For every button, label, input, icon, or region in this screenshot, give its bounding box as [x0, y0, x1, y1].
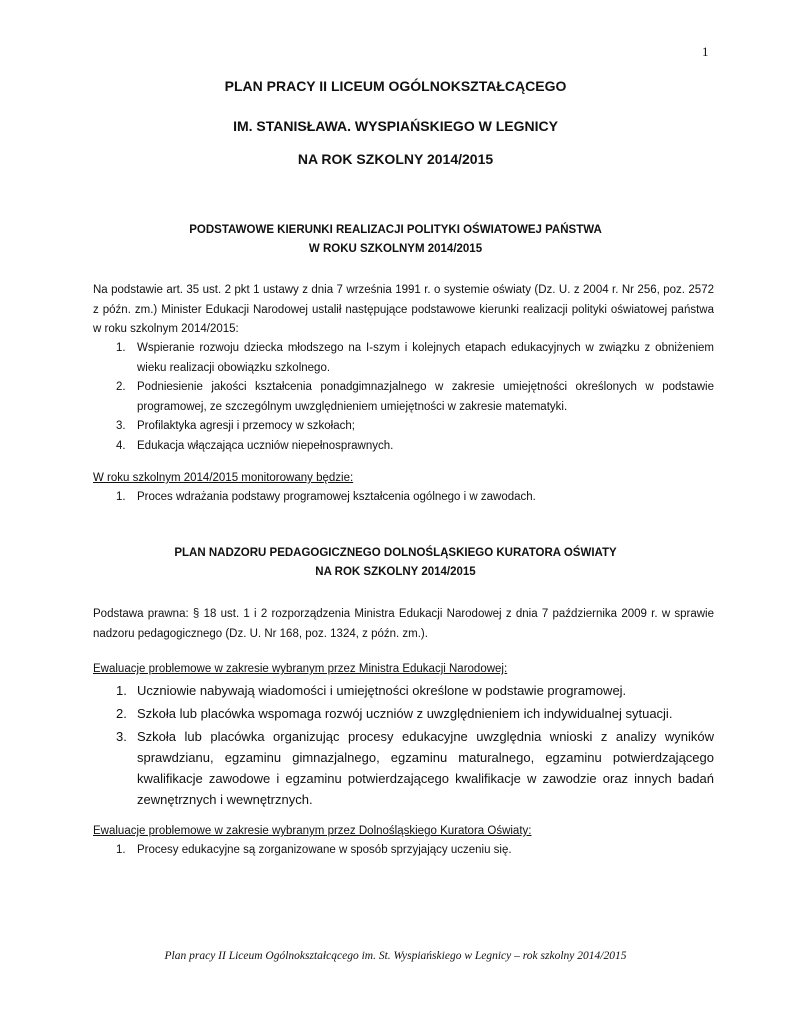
- list-item: 1. Uczniowie nabywają wiadomości i umiejętności określone w podstawie programowej.: [116, 683, 627, 698]
- page-footer: Plan pracy II Liceum Ogólnokształcącego im. St. Wyspiańskiego w Legnicy – rok szkolny 2014/2015: [164, 950, 627, 962]
- monitored-list: [93, 488, 714, 508]
- minister-evaluations-heading: Ewaluacje problemowe w zakresie wybranym przez Ministra Edukacji Narodowej:: [93, 663, 508, 675]
- section1-intro: Na podstawie art. 35 ust. 2 pkt 1 ustawy z dnia 7 września 1991 r. o systemie oświaty (Dz. U. z 2004 r. Nr 256, poz. 2572 z późn. zm.) Minister Edukacji Narodowej ustalił następujące podstawowe kierunki realizacji polityki oświatowej państwa w roku szkolnym 2014/2015:: [93, 284, 714, 335]
- curator-evaluations-list: [93, 841, 714, 861]
- list-item: 2. Podniesienie jakości kształcenia ponadgimnazjalnego w zakresie umiejętności określonych w podstawie programowej, ze szczególnym uwzględnieniem umiejętności w zakresie matematyki.: [116, 381, 714, 413]
- list-item: 2. Szkoła lub placówka wspomaga rozwój uczniów z uwzględnieniem ich indywidualnej sytuacji.: [116, 706, 673, 721]
- list-item: 4. Edukacja włączająca uczniów niepełnosprawnych.: [116, 439, 394, 452]
- section2-heading-line1: PLAN NADZORU PEDAGOGICZNEGO DOLNOŚLĄSKIEGO KURATORA OŚWIATY: [174, 547, 617, 559]
- section1-heading: [0, 221, 791, 259]
- section2-heading-line2: NA ROK SZKOLNY 2014/2015: [315, 566, 476, 578]
- document-title-line3: NA ROK SZKOLNY 2014/2015: [297, 151, 494, 167]
- minister-evaluations-list: [93, 680, 714, 812]
- section2-heading: [0, 544, 791, 582]
- document-title-line1: PLAN PRACY II LICEUM OGÓLNOKSZTAŁCĄCEGO: [224, 78, 567, 94]
- list-item: 1. Proces wdrażania podstawy programowej kształcenia ogólnego i w zawodach.: [116, 491, 536, 503]
- policy-directions-list: [93, 339, 714, 456]
- page-number: 1: [702, 44, 709, 59]
- list-item: 3. Szkoła lub placówka organizując procesy edukacyjne uwzględnia wnioski z analizy wyników sprawdzianu, egzaminu gimnazjalnego, egzaminu maturalnego, egzaminu potwierdzającego kwalifikacje zawodowe i egzaminu potwierdzającego kwalifikacje w zawodzie oraz innych badań zewnętrznych i wewnętrznych.: [116, 729, 714, 807]
- legal-basis: Podstawa prawna: § 18 ust. 1 i 2 rozporządzenia Ministra Edukacji Narodowej z dnia 7 października 2009 r. w sprawie nadzoru pedagogicznego (Dz. U. Nr 168, poz. 1324, z późn. zm.).: [93, 608, 714, 640]
- section1-heading-line2: W ROKU SZKOLNYM 2014/2015: [308, 243, 483, 255]
- list-item: 1. Procesy edukacyjne są zorganizowane w sposób sprzyjający uczeniu się.: [116, 844, 512, 856]
- curator-evaluations-heading: Ewaluacje problemowe w zakresie wybranym przez Dolnośląskiego Kuratora Oświaty:: [93, 825, 532, 837]
- document-title-line2: IM. STANISŁAWA. WYSPIAŃSKIEGO W LEGNICY: [233, 118, 558, 134]
- monitored-heading: W roku szkolnym 2014/2015 monitorowany będzie:: [93, 472, 354, 484]
- section1-heading-line1: PODSTAWOWE KIERUNKI REALIZACJI POLITYKI OŚWIATOWEJ PAŃSTWA: [189, 224, 602, 236]
- list-item: 3. Profilaktyka agresji i przemocy w szkołach;: [116, 420, 355, 432]
- list-item: 1. Wspieranie rozwoju dziecka młodszego na I-szym i kolejnych etapach edukacyjnych w związku z obniżeniem wieku realizacji obowiązku szkolnego.: [116, 342, 714, 374]
